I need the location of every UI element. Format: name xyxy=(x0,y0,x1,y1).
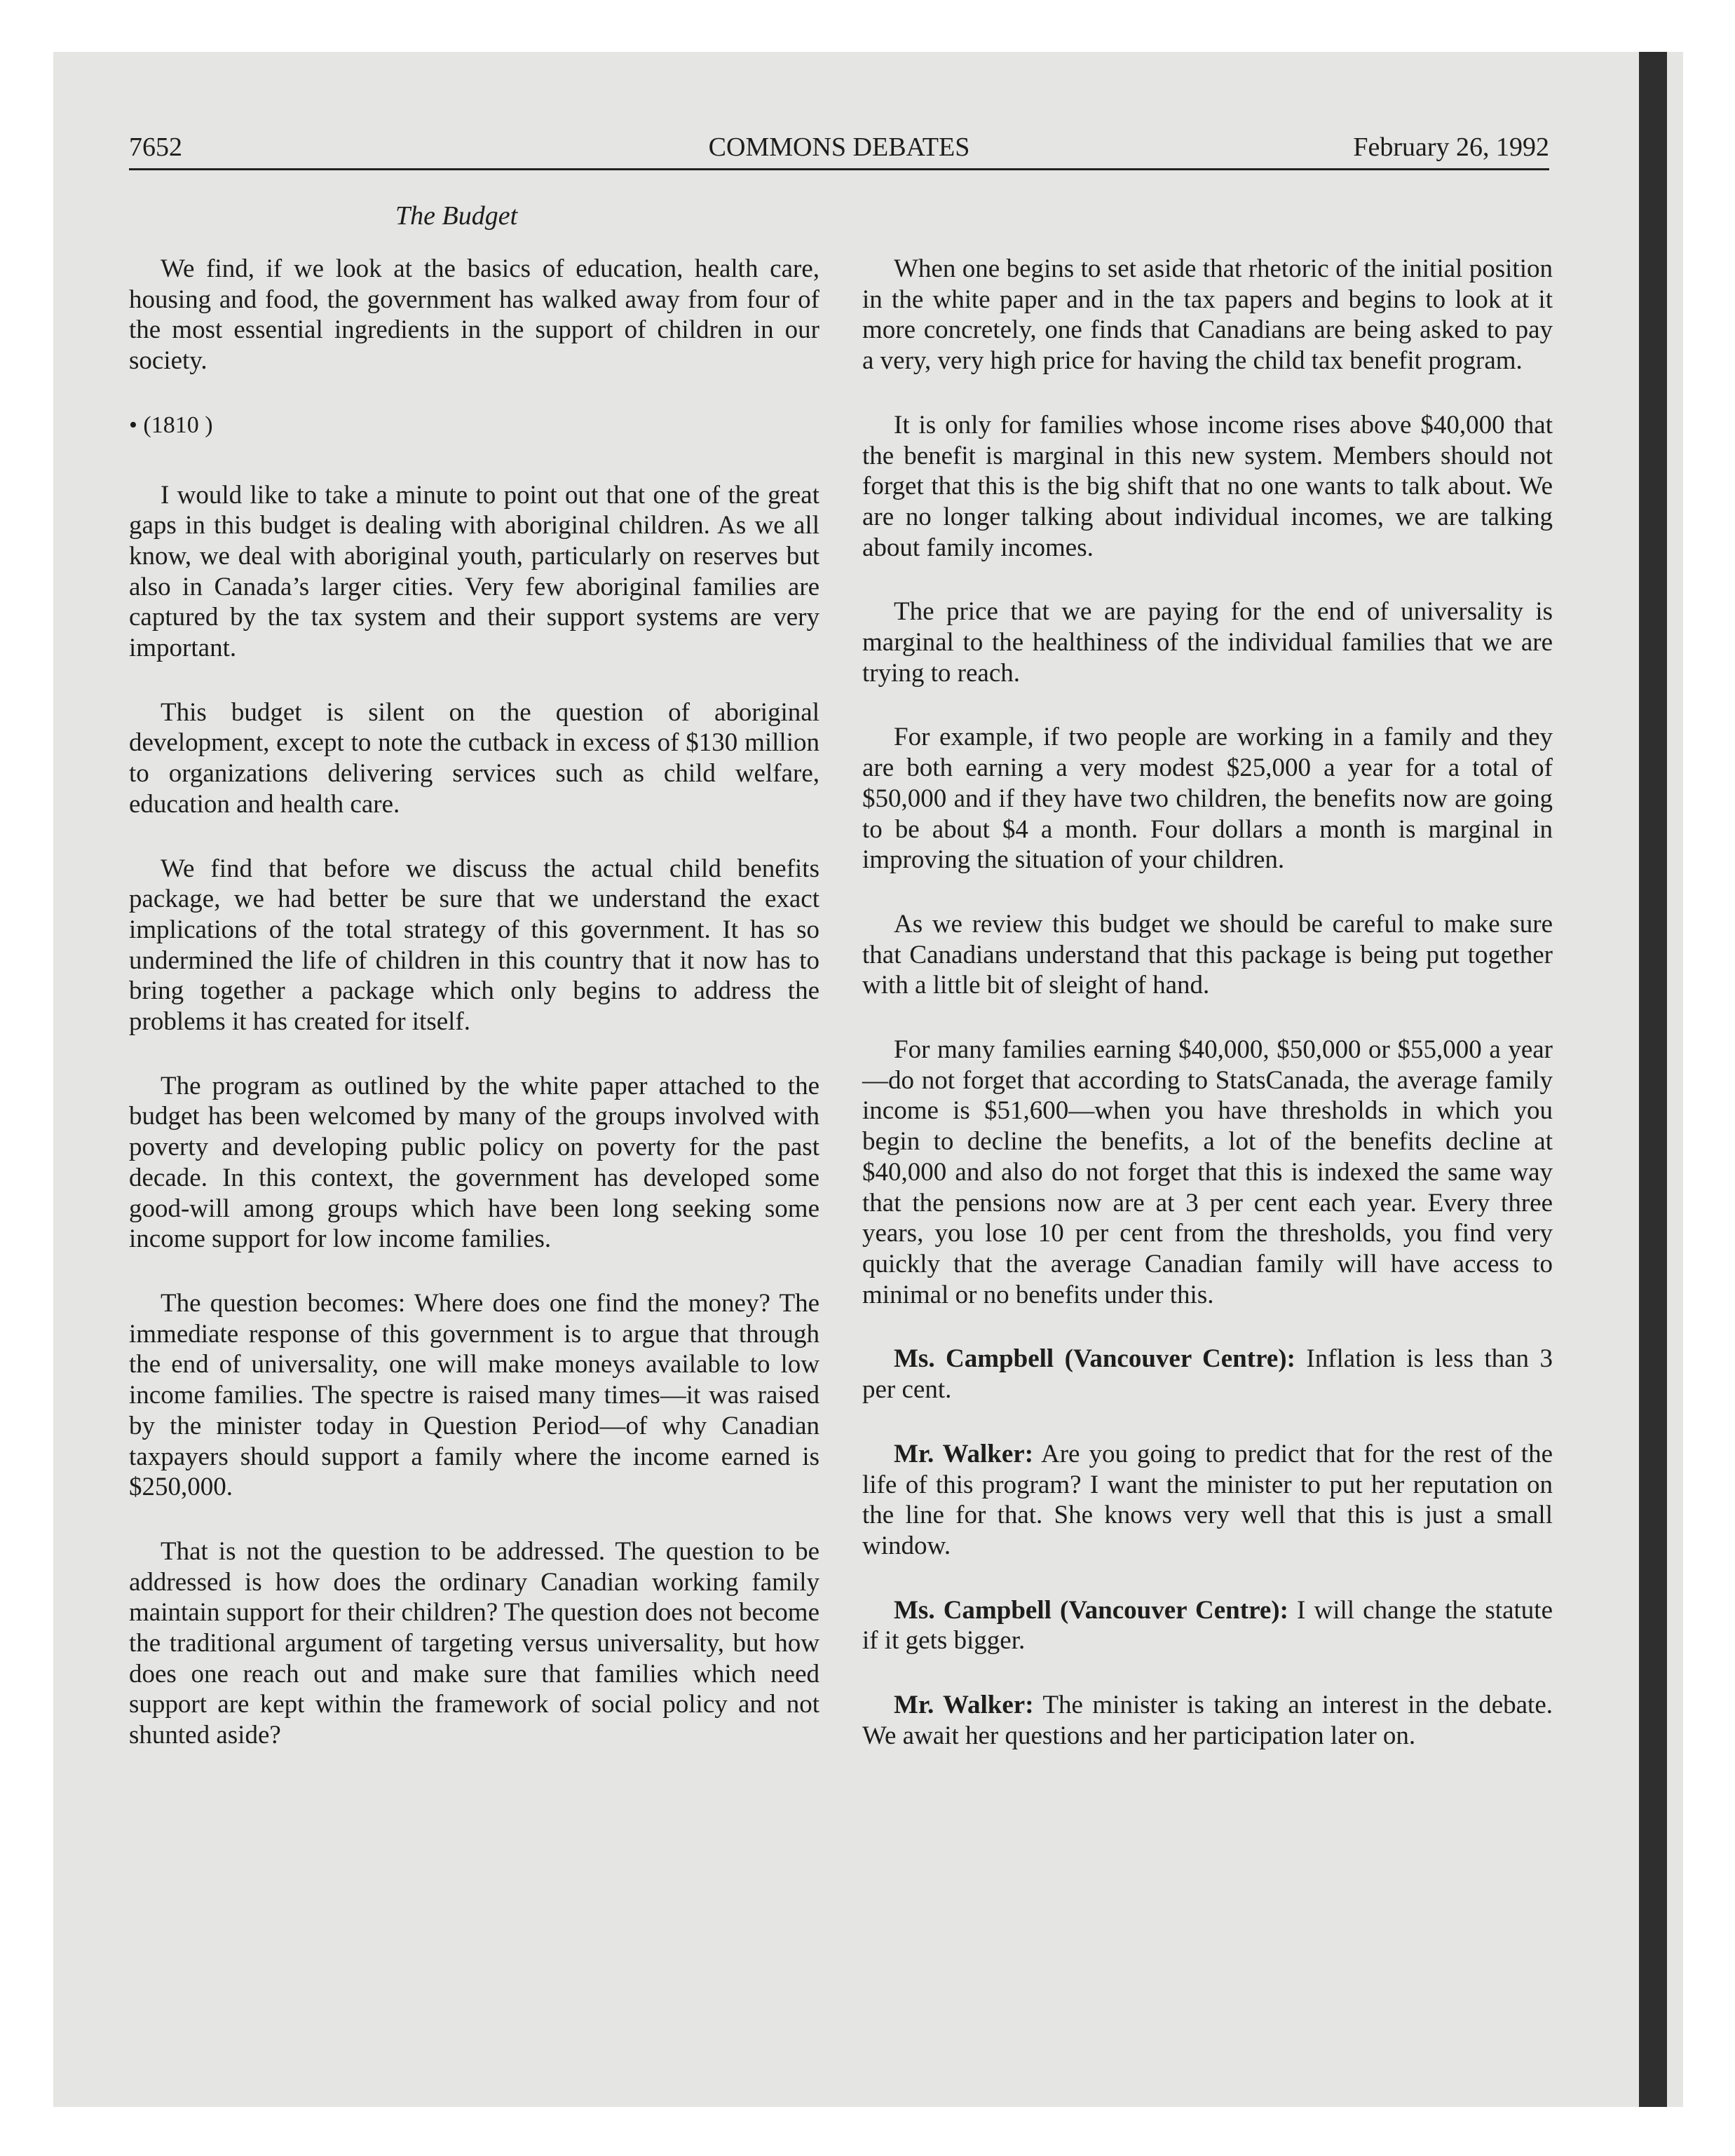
running-header xyxy=(129,126,1549,170)
paragraph: For example, if two people are working in a family and they are both earning a very modest $25,000 a year for a total of $50,000 and if they have two children, the benefits now are going to be about $4 a month. Four dollars a month is marginal in improving the situation of your children. xyxy=(862,723,1553,875)
speech-text: The minister is taking an interest in the debate. We await her questions and her participation later on. xyxy=(862,1691,1553,1750)
paragraph: The program as outlined by the white paper attached to the budget has been welcomed by many of the groups involved with poverty and developing public policy on poverty for the past decade. In this context, the government has developed some good-will among groups which have been long seeking some income support for low income families. xyxy=(129,1071,819,1254)
speech-entry xyxy=(862,1595,1553,1656)
speaker-name: Mr. Walker: xyxy=(894,1691,1034,1720)
scan-edge-shadow xyxy=(1639,52,1667,2107)
paragraph: I would like to take a minute to point out that one of the great gaps in this budget is dealing with aboriginal children. As we all know, we deal with aboriginal youth, particularly on reserves but also in Canada’s larger cities. Very few aboriginal families are captured by the tax system and their support systems are very important. xyxy=(129,480,819,663)
left-column xyxy=(129,254,819,1785)
paragraph: We find that before we discuss the actual child benefits package, we had better be sure that we understand the exact implications of the total strategy of this government. It has so undermined the life of children in this country that it now has to bring together a package which only begins to address the problems it has created for itself. xyxy=(129,854,819,1037)
speaker-name: Ms. Campbell (Vancouver Centre): xyxy=(894,1344,1295,1374)
paragraph: We find, if we look at the basics of education, health care, housing and food, the government has walked away from four of the most essential ingredients in the support of children in our society. xyxy=(129,254,819,376)
document-page xyxy=(129,126,1553,1750)
page-number: 7652 xyxy=(129,132,182,162)
paragraph: It is only for families whose income rises above $40,000 that the benefit is marginal in this new system. Members should not forget that this is the big shift that no one wants to talk about. We are no longer talking about individual incomes, we are talking about family incomes. xyxy=(862,410,1553,562)
speech-entry xyxy=(862,1690,1553,1751)
paragraph: The price that we are paying for the end of universality is marginal to the healthiness of the individual families that we are trying to reach. xyxy=(862,597,1553,688)
journal-title: COMMONS DEBATES xyxy=(708,132,970,162)
speaker-name: Mr. Walker: xyxy=(894,1439,1034,1468)
section-title: The Budget xyxy=(395,201,518,231)
speech-entry xyxy=(862,1439,1553,1562)
speaker-name: Ms. Campbell (Vancouver Centre): xyxy=(894,1595,1288,1625)
speech-text: Are you going to predict that for the rest of the life of this program? I want the minister to put her reputation on the line for that. She knows very well that this is just a small window. xyxy=(862,1439,1553,1560)
paragraph: The question becomes: Where does one find the money? The immediate response of this government is to argue that through the end of universality, one will make moneys available to low income families. The spectre is raised many times—it was raised by the minister today in Question Period—of why Canadian taxpayers should support a family where the income earned is $250,000. xyxy=(129,1288,819,1502)
paragraph: When one begins to set aside that rhetoric of the initial position in the white paper and in the tax papers and begins to look at it more concretely, one finds that Canadians are being asked to pay a very, very high price for having the child tax benefit program. xyxy=(862,254,1553,376)
time-marker: • (1810 ) xyxy=(129,411,213,438)
paragraph: That is not the question to be addressed. The question to be addressed is how does the ordinary Canadian working family maintain support for their children? The question does not become the traditional argument of targeting versus universality, but how does one reach out and make sure that families which need support are kept within the framework of social policy and not shunted aside? xyxy=(129,1536,819,1750)
speech-entry xyxy=(862,1344,1553,1405)
right-column xyxy=(862,254,1553,1785)
paragraph: For many families earning $40,000, $50,000 or $55,000 a year—do not forget that according to StatsCanada, the average family income is $51,600—when you have thresholds in which you begin to decline the benefits, a lot of the benefits decline at $40,000 and also do not forget that this is indexed the same way that the pensions now are at 3 per cent each year. Every three years, you lose 10 per cent from the thresholds, you find very quickly that the average Canadian family will have access to minimal or no benefits under this. xyxy=(862,1035,1553,1309)
speech-text: I will change the statute if it gets bigger. xyxy=(862,1595,1553,1656)
paragraph: As we review this budget we should be careful to make sure that Canadians understand that this package is being put together with a little bit of sleight of hand. xyxy=(862,909,1553,1000)
speech-text: Inflation is less than 3 per cent. xyxy=(862,1344,1553,1405)
header-date: February 26, 1992 xyxy=(1353,132,1549,162)
paragraph: This budget is silent on the question of aboriginal development, except to note the cutback in excess of $130 million to organizations delivering services such as child welfare, education and health care. xyxy=(129,697,819,819)
